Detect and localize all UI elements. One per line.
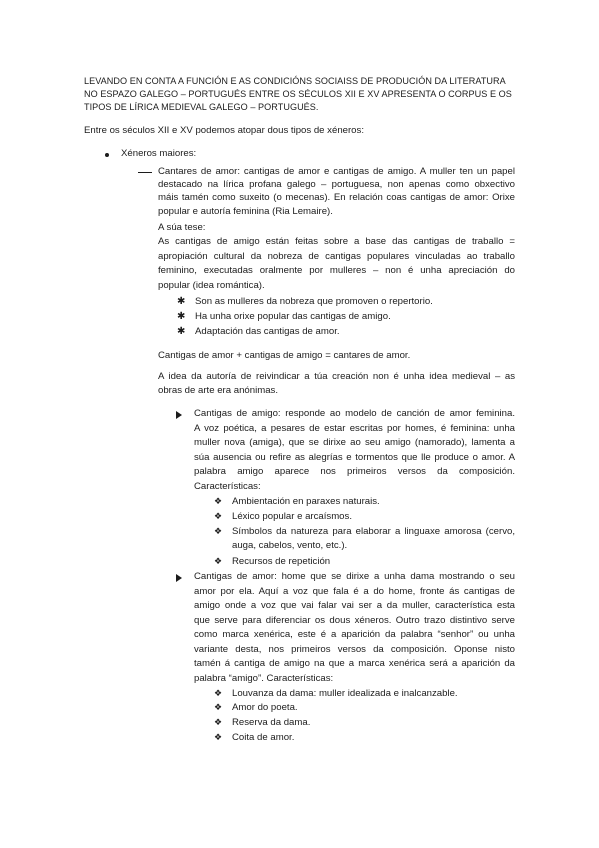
diamond-bullet-icon: ❖: [214, 556, 223, 566]
amigo-line-3: muller nova (amiga), que se dirixe ao seu amigo (namorado), lamenta a: [194, 437, 515, 448]
amor-line-5: como marca xenérica, este é a aparición da palabra “senhor” ou unha: [194, 629, 515, 640]
amor-line-6: variante desta, nos primeiros versos da composición. Oponse nisto: [194, 644, 515, 655]
diamond-bullet-icon: ❖: [214, 717, 223, 727]
amigo-line-6: Características:: [194, 481, 261, 492]
star-icon: ✱: [177, 311, 186, 322]
diamond-bullet-icon: ❖: [214, 526, 223, 536]
cantares-line-2: destacado na lírica profana galego – portuguesa, non apenas como obxectivo: [158, 179, 515, 190]
dash-icon: [138, 172, 152, 173]
amigo-line-1: Cantigas de amigo: responde ao modelo de canción de amor feminina.: [194, 408, 515, 419]
diamond-bullet-icon: ❖: [214, 511, 223, 521]
tese-line-4: popular (idea romántica).: [158, 280, 265, 291]
star-icon: ✱: [177, 296, 186, 307]
cantares-line-5: A súa tese:: [158, 222, 206, 233]
tese-line-3: feminino, executadas oralmente por mulleres – non é unha apreciación do: [158, 265, 515, 276]
bullet-label: Xéneros maiores:: [121, 148, 197, 159]
amor-line-1: Cantigas de amor: home que se dirixe a unha dama mostrando o seu: [194, 571, 515, 582]
intro-text: Entre os séculos XII e XV podemos atopar dous tipos de xéneros:: [84, 125, 364, 136]
amigo-feature-1: Ambientación en paraxes naturais.: [232, 496, 380, 507]
heading-line-3: TIPOS DE LÍRICA MEDIEVAL GALEGO – PORTUGUÉS.: [84, 102, 319, 112]
tese-line-1: As cantigas de amigo están feitas sobre a base das cantigas de traballo =: [158, 236, 515, 247]
amor-feature-2: Amor do poeta.: [232, 702, 298, 713]
star-item-2: Ha unha orixe popular das cantigas de amigo.: [195, 311, 391, 322]
amor-feature-3: Reserva da dama.: [232, 717, 311, 728]
tese-line-2: apropiación cultural da nobreza de cantigas populares vinculadas ao traballo: [158, 251, 515, 262]
amigo-feature-3: Símbolos da natureza para elaborar a linguaxe amorosa (cervo,: [232, 526, 515, 537]
amigo-line-5: palabra amigo aparece nos primeiros versos da composición.: [194, 466, 515, 477]
amigo-feature-4: Recursos de repetición: [232, 556, 331, 567]
heading-line-2: NO ESPAZO GALEGO – PORTUGUÉS ENTRE OS SÉCULOS XII E XV APRESENTA O CORPUS E OS: [84, 89, 512, 99]
autoria-line-2: obras de arte era anónimas.: [158, 385, 278, 396]
cantares-line-3: máis tamén como suxeito (o mecenas). En relación coas cantigas de amor: Orixe: [158, 192, 515, 203]
amigo-line-2: A voz poética, a pesares de estar escritas por homes, é feminina: unha: [194, 423, 515, 434]
equation-text: Cantigas de amor + cantigas de amigo = cantares de amor.: [158, 350, 411, 361]
diamond-bullet-icon: ❖: [214, 496, 223, 506]
amigo-line-4: súa ausencia ou refire as alegrías e tormentos que lle produce o amor. A: [194, 452, 515, 463]
amigo-feature-2: Léxico popular e arcaísmos.: [232, 511, 352, 522]
amor-line-8: palabra “amigo”. Características:: [194, 673, 334, 684]
autoria-line-1: A idea da autoría de reivindicar a túa creación non é unha idea medieval – as: [158, 371, 515, 382]
cantares-line-4: popular e autoría feminina (Ria Lemaire).: [158, 206, 333, 217]
diamond-bullet-icon: ❖: [214, 702, 223, 712]
amigo-feature-3-cont: auga, cabelos, vento, etc.).: [232, 540, 348, 551]
star-icon: ✱: [177, 326, 186, 337]
amor-feature-4: Coita de amor.: [232, 732, 295, 743]
amor-line-2: amor por ela. Aquí a voz que fala é a do home, fronte ás cantigas de: [194, 586, 515, 597]
arrow-right-icon: [176, 574, 182, 582]
amor-line-4: que serve para diferenciar os dous xéneros. Outro trazo distintivo serve: [194, 615, 515, 626]
amor-line-7: tamén á cantiga de amigo na que a marca xenérica será a aparición da: [194, 658, 515, 669]
arrow-right-icon: [176, 411, 182, 419]
diamond-bullet-icon: ❖: [214, 732, 223, 742]
bullet-icon: [105, 153, 109, 157]
star-item-3: Adaptación das cantigas de amor.: [195, 326, 340, 337]
diamond-bullet-icon: ❖: [214, 688, 223, 698]
amor-feature-1: Louvanza da dama: muller idealizada e inalcanzable.: [232, 688, 458, 699]
cantares-line-1: Cantares de amor: cantigas de amor e cantigas de amigo. A muller ten un papel: [158, 166, 515, 177]
star-item-1: Son as mulleres da nobreza que promoven o repertorio.: [195, 296, 433, 307]
heading-line-1: LEVANDO EN CONTA A FUNCIÓN E AS CONDICIÓNS SOCIAISS DE PRODUCIÓN DA LITERATURA: [84, 76, 506, 86]
amor-line-3: amigo onde a voz que vai falar vai ser a da muller, característica esta: [194, 600, 515, 611]
